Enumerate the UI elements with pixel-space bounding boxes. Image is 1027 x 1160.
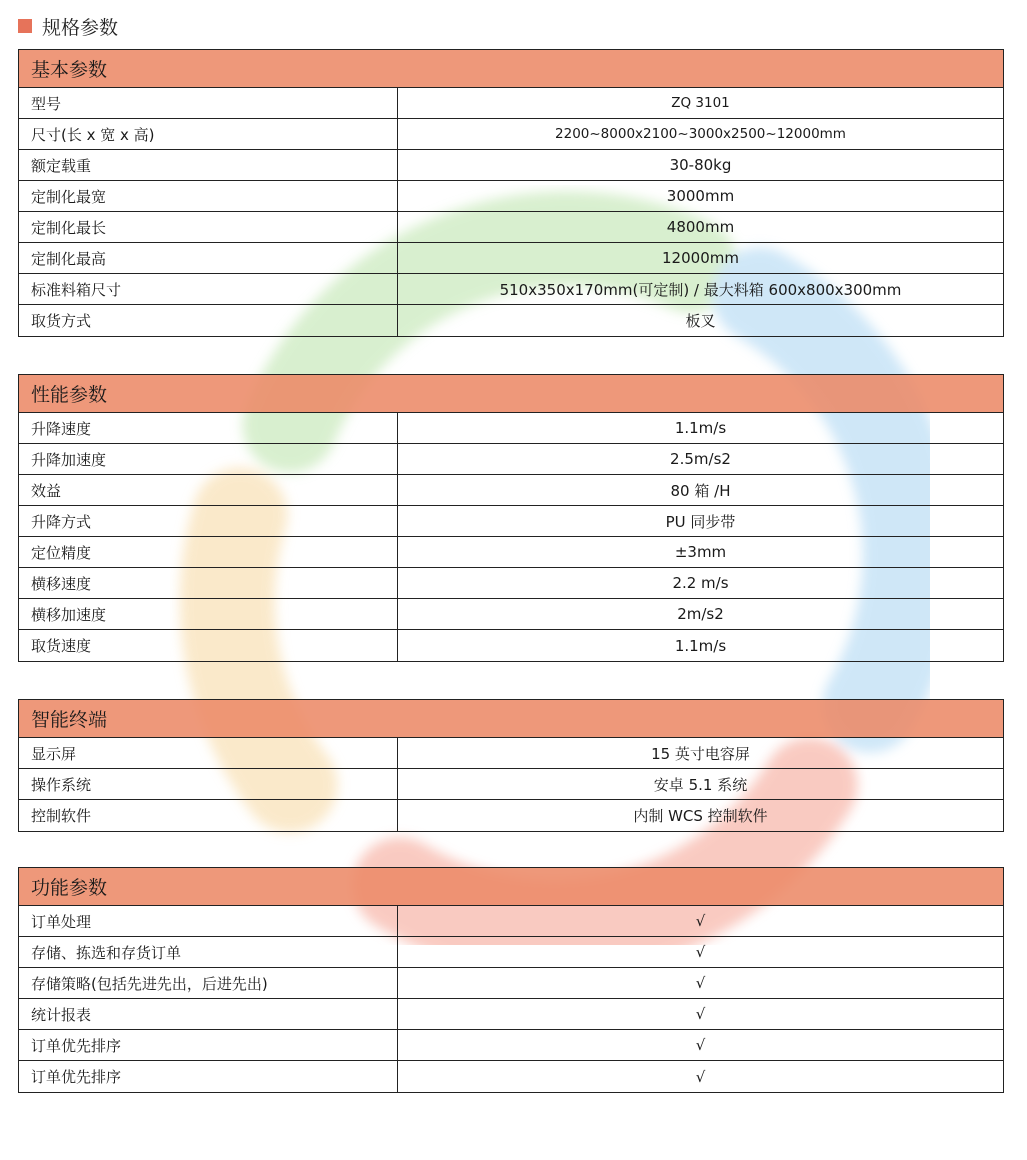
row-value: 2.5m/s2 [670, 450, 731, 468]
table-row [19, 568, 1003, 599]
table-row [19, 181, 1003, 212]
performance-params-table [18, 374, 1004, 662]
function-params-table [18, 867, 1004, 1093]
table-row [19, 212, 1003, 243]
row-value: √ [695, 1067, 706, 1086]
page-heading [18, 12, 118, 40]
row-value: 510x350x170mm(可定制) / 最大料箱 600x800x300mm [499, 280, 902, 299]
row-label: 存储策略(包括先进先出，后进先出) [19, 968, 398, 998]
row-value: 30-80kg [669, 156, 732, 174]
table-row [19, 800, 1003, 831]
table-row [19, 630, 1003, 661]
table-row [19, 413, 1003, 444]
row-label: 订单处理 [19, 906, 398, 936]
row-value: 1.1m/s [674, 636, 727, 655]
page-title: 规格参数 [42, 16, 119, 39]
heading-square-icon [18, 19, 32, 33]
table-row [19, 243, 1003, 274]
row-value: 15 英寸电容屏 [651, 744, 750, 763]
row-value: 2m/s2 [677, 605, 724, 623]
row-value: √ [695, 943, 706, 961]
row-label: 订单优先排序 [19, 1061, 398, 1092]
row-value: 80 箱 /H [670, 481, 731, 500]
smart-terminal-table [18, 699, 1004, 832]
row-label: 升降速度 [19, 413, 398, 443]
table-row [19, 305, 1003, 336]
row-value: ZQ 3101 [671, 95, 730, 111]
table-row [19, 599, 1003, 630]
row-label: 型号 [19, 88, 398, 118]
row-label: 横移速度 [19, 568, 398, 598]
basic-params-table [18, 49, 1004, 337]
row-label: 横移加速度 [19, 599, 398, 629]
section-header: 智能终端 [19, 700, 1003, 738]
row-label: 定位精度 [19, 537, 398, 567]
section-header: 基本参数 [19, 50, 1003, 88]
table-row [19, 906, 1003, 937]
row-value: 12000mm [662, 249, 739, 267]
table-row [19, 119, 1003, 150]
row-label: 统计报表 [19, 999, 398, 1029]
section-header: 性能参数 [19, 375, 1003, 413]
row-value: 1.1m/s [674, 419, 727, 437]
row-label: 订单优先排序 [19, 1030, 398, 1060]
table-row [19, 537, 1003, 568]
row-value: 内制 WCS 控制软件 [633, 807, 768, 825]
row-label: 控制软件 [19, 800, 398, 831]
table-row [19, 968, 1003, 999]
row-value: 4800mm [666, 218, 735, 236]
table-row [19, 769, 1003, 800]
row-value: √ [695, 912, 706, 930]
row-value: 3000mm [666, 187, 735, 205]
row-label: 升降方式 [19, 506, 398, 536]
row-label: 尺寸(长 x 宽 x 高) [19, 119, 398, 149]
table-row [19, 738, 1003, 769]
row-label: 显示屏 [19, 738, 398, 768]
table-row [19, 999, 1003, 1030]
table-row [19, 150, 1003, 181]
row-label: 操作系统 [19, 769, 398, 799]
table-row [19, 1061, 1003, 1092]
row-label: 取货速度 [19, 630, 398, 661]
table-row [19, 1030, 1003, 1061]
table-row [19, 88, 1003, 119]
row-label: 额定载重 [19, 150, 398, 180]
row-label: 效益 [19, 475, 398, 505]
row-value: 2.2 m/s [672, 574, 729, 592]
row-value: √ [695, 1005, 706, 1023]
row-label: 存储、拣选和存货订单 [19, 937, 398, 967]
row-value: 安卓 5.1 系统 [653, 775, 748, 794]
row-value: 板叉 [685, 312, 716, 330]
table-row [19, 444, 1003, 475]
row-value: √ [695, 974, 706, 992]
row-label: 取货方式 [19, 305, 398, 336]
row-label: 定制化最宽 [19, 181, 398, 211]
table-row [19, 475, 1003, 506]
row-value: ±3mm [674, 543, 727, 561]
row-label: 标准料箱尺寸 [19, 274, 398, 304]
row-value: PU 同步带 [665, 512, 736, 531]
row-label: 定制化最高 [19, 243, 398, 273]
table-row [19, 937, 1003, 968]
row-label: 升降加速度 [19, 444, 398, 474]
table-row [19, 506, 1003, 537]
row-value: √ [695, 1036, 706, 1054]
row-value: 2200~8000x2100~3000x2500~12000mm [555, 126, 846, 142]
section-header: 功能参数 [19, 868, 1003, 906]
table-row [19, 274, 1003, 305]
row-label: 定制化最长 [19, 212, 398, 242]
